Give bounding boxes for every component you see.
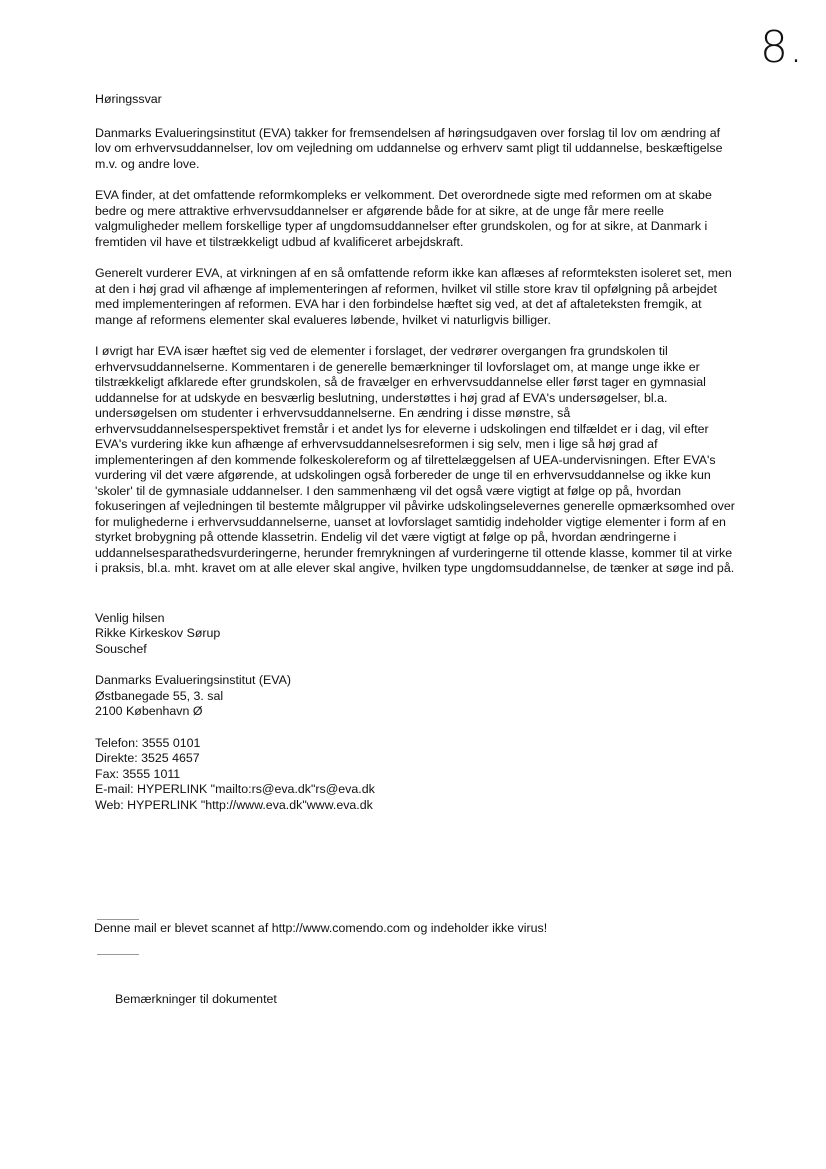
address-city: 2100 København Ø <box>95 704 203 718</box>
contact-fax: Fax: 3555 1011 <box>95 766 181 781</box>
address-street: Østbanegade 55, 3. sal <box>95 688 224 703</box>
page-number: 8. <box>760 22 804 73</box>
paragraph-2: EVA finder, at det omfattende reformkompleks er velkomment. Det overordnede sigte med reformen om at skabe bedre og mere attraktive erhvervsuddannelser er afgørende både for at sikre, at de unge får mere reelle valgmuligheder mellem forskellige typer af ungdomsuddannelser efter grundskolen, og for at sikre, at Danmark i fremtiden vil have et tilstrækkeligt udbud af kvalificeret arbejdskraft. <box>95 188 712 249</box>
contact-phone: Telefon: 3555 0101 <box>95 735 201 750</box>
signature-title: Souschef <box>95 641 147 656</box>
paragraph-1: Danmarks Evalueringsinstitut (EVA) takker for fremsendelsen af høringsudgaven over forslag til lov om ændring af lov om erhvervsuddannelser, lov om vejledning om uddannelse og erhverv samt pligt til uddannelse, beskæftigelse m.v. og andre love. <box>95 125 723 171</box>
letter-heading: Høringssvar <box>95 92 162 106</box>
scan-divider-top <box>97 919 139 920</box>
signature-name: Rikke Kirkeskov Sørup <box>95 626 221 640</box>
contact-web: Web: HYPERLINK "http://www.eva.dk"www.eva.dk <box>95 797 373 812</box>
signature-block <box>95 611 735 814</box>
signature-greeting: Venlig hilsen <box>95 610 165 625</box>
contact-direct: Direkte: 3525 4657 <box>95 751 200 765</box>
paragraph-3: Generelt vurderer EVA, at virkningen af en så omfattende reform ikke kan aflæses af reformteksten isoleret set, men at den i høj grad vil afhænge af implementeringen af reformen, hvilket vil stille store krav til opfølgning på arbejdet med implementeringen af reformen. EVA har i den forbindelse hæftet sig ved, at det af aftaleteksten fremgik, at mange af reformens elementer skal evalueres løbende, hvilket vi naturligvis billiger. <box>95 266 732 327</box>
contact-email: E-mail: HYPERLINK "mailto:rs@eva.dk"rs@eva.dk <box>95 782 375 796</box>
address-org: Danmarks Evalueringsinstitut (EVA) <box>95 673 292 687</box>
scan-divider-bottom <box>97 954 139 955</box>
document-remarks: Bemærkninger til dokumentet <box>115 992 277 1006</box>
letter-body <box>95 92 735 813</box>
scan-notice: Denne mail er blevet scannet af http://www.comendo.com og indeholder ikke virus! <box>94 921 548 935</box>
paragraph-4: I øvrigt har EVA især hæftet sig ved de elementer i forslaget, der vedrører overgangen fra grundskolen til erhvervsuddannelserne. Kommentaren i de generelle bemærkninger til lovforslaget om, at mange unge ikke er tilstrækkeligt afklarede efter grundskolen, så de fravælger en erhvervsuddannelse eller først tager en gymnasial uddannelse for at udskyde en besværlig beslutning, understøttes i høj grad af EVA's undersøgelser, bl.a. undersøgelsen om studenter i erhvervsuddannelserne. En ændring i disse mønstre, så erhvervsuddannelsesperspektivet fremstår i et andet lys for eleverne i udskolingen end tilfældet er i dag, vil efter EVA's vurdering ikke kun afhænge af erhvervsuddannelsesreformen i sig selv, men i lige så høj grad af implementeringen af den kommende folkeskolereform og af tilrettelæggelsen af UEA-undervisningen. Efter EVA's vurdering vil det være afgørende, at udskolingen også forbereder de unge til en erhvervsuddannelse og ikke kun 'skoler' til de gymnasiale uddannelser. I den sammenhæng vil det også være vigtigt at følge op på, hvordan fokuseringen af vejledningen til bestemte målgrupper vil påvirke udskolingselevernes generelle opmærksomhed over for mulighederne i erhvervsuddannelserne, uanset at lovforslaget samtidig indeholder vigtige elementer i form af en styrket brobygning på ottende klassetrin. Endelig vil det være vigtigt at følge op på, hvordan ændringerne i uddannelsesparathedsvurderingerne, herunder fremrykningen af vurderingerne til ottende klasse, kommer til at virke i praksis, bl.a. mht. kravet om at alle elever skal angive, hvilken type ungdomsuddannelse, de tænker at søge ind på. <box>95 344 735 575</box>
